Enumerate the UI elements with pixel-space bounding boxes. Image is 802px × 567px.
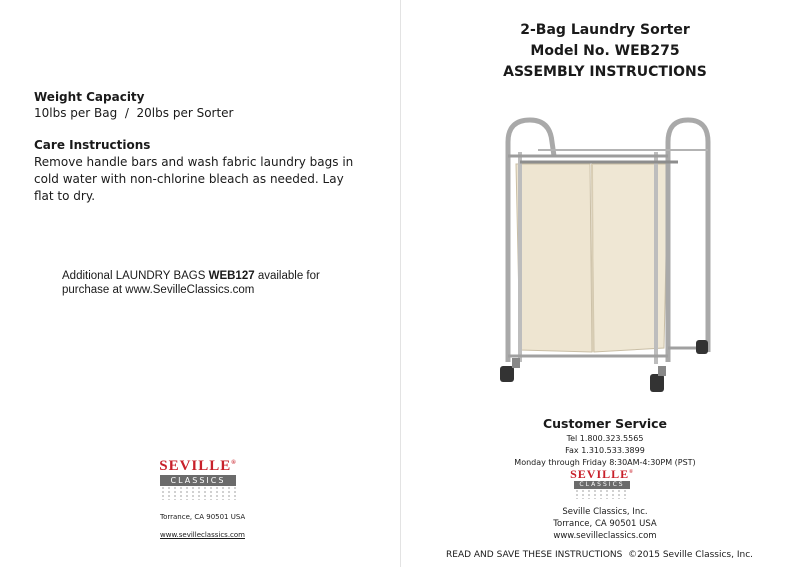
title-assembly: ASSEMBLY INSTRUCTIONS: [503, 64, 707, 80]
company-name: Seville Classics, Inc.: [562, 507, 648, 517]
laundry-sorter-image: [498, 112, 718, 396]
care-instructions-text: Remove handle bars and wash fabric laundry bags in cold water with non-chlorine bleach as needed. Lay flat to dry.: [34, 155, 354, 203]
care-instructions-heading: Care Instructions: [34, 138, 151, 152]
document-title: [420, 20, 790, 83]
logo-name-text: SEVILLE: [570, 467, 630, 481]
left-website-link[interactable]: www.sevilleclassics.com: [160, 531, 245, 539]
customer-service-hours: Monday through Friday 8:30AM-4:30PM (PST): [514, 458, 696, 467]
logo-classics-bar: CLASSICS: [574, 481, 630, 489]
logo-classics-bar: CLASSICS: [160, 475, 236, 486]
customer-service-tel: Tel 1.800.323.5565: [566, 434, 644, 443]
logo-dot-pattern: [160, 486, 236, 500]
logo-name-text: SEVILLE: [159, 458, 232, 474]
logo-name: [159, 459, 237, 474]
bags-model-number: WEB127: [208, 270, 255, 282]
customer-service-fax: Fax 1.310.533.3899: [565, 446, 645, 455]
logo-registered-mark: ®: [231, 460, 237, 466]
weight-capacity-text: 10lbs per Bag / 20lbs per Sorter: [34, 106, 234, 120]
company-website-link[interactable]: www.sevilleclassics.com: [553, 531, 657, 541]
footer-notice: READ AND SAVE THESE INSTRUCTIONS ©2015 Seville Classics, Inc.: [446, 550, 754, 560]
bags-note-suffix: available for purchase at www.SevilleClassics.com: [62, 270, 320, 296]
customer-service-heading: Customer Service: [542, 416, 668, 431]
page-divider: [400, 0, 401, 567]
bags-note-prefix: Additional LAUNDRY BAGS: [62, 270, 209, 282]
additional-bags-note: [62, 269, 362, 297]
title-model: Model No. WEB275: [530, 43, 680, 59]
logo-dot-pattern: [574, 489, 630, 499]
seville-logo-right: [570, 467, 634, 499]
logo-name: [570, 468, 634, 480]
weight-capacity-heading: Weight Capacity: [34, 90, 145, 104]
logo-registered-mark: ®: [629, 470, 634, 475]
company-address: Torrance, CA 90501 USA: [553, 519, 657, 529]
left-address: Torrance, CA 90501 USA: [160, 513, 246, 521]
title-product: 2-Bag Laundry Sorter: [520, 22, 690, 38]
seville-logo: [160, 459, 236, 500]
